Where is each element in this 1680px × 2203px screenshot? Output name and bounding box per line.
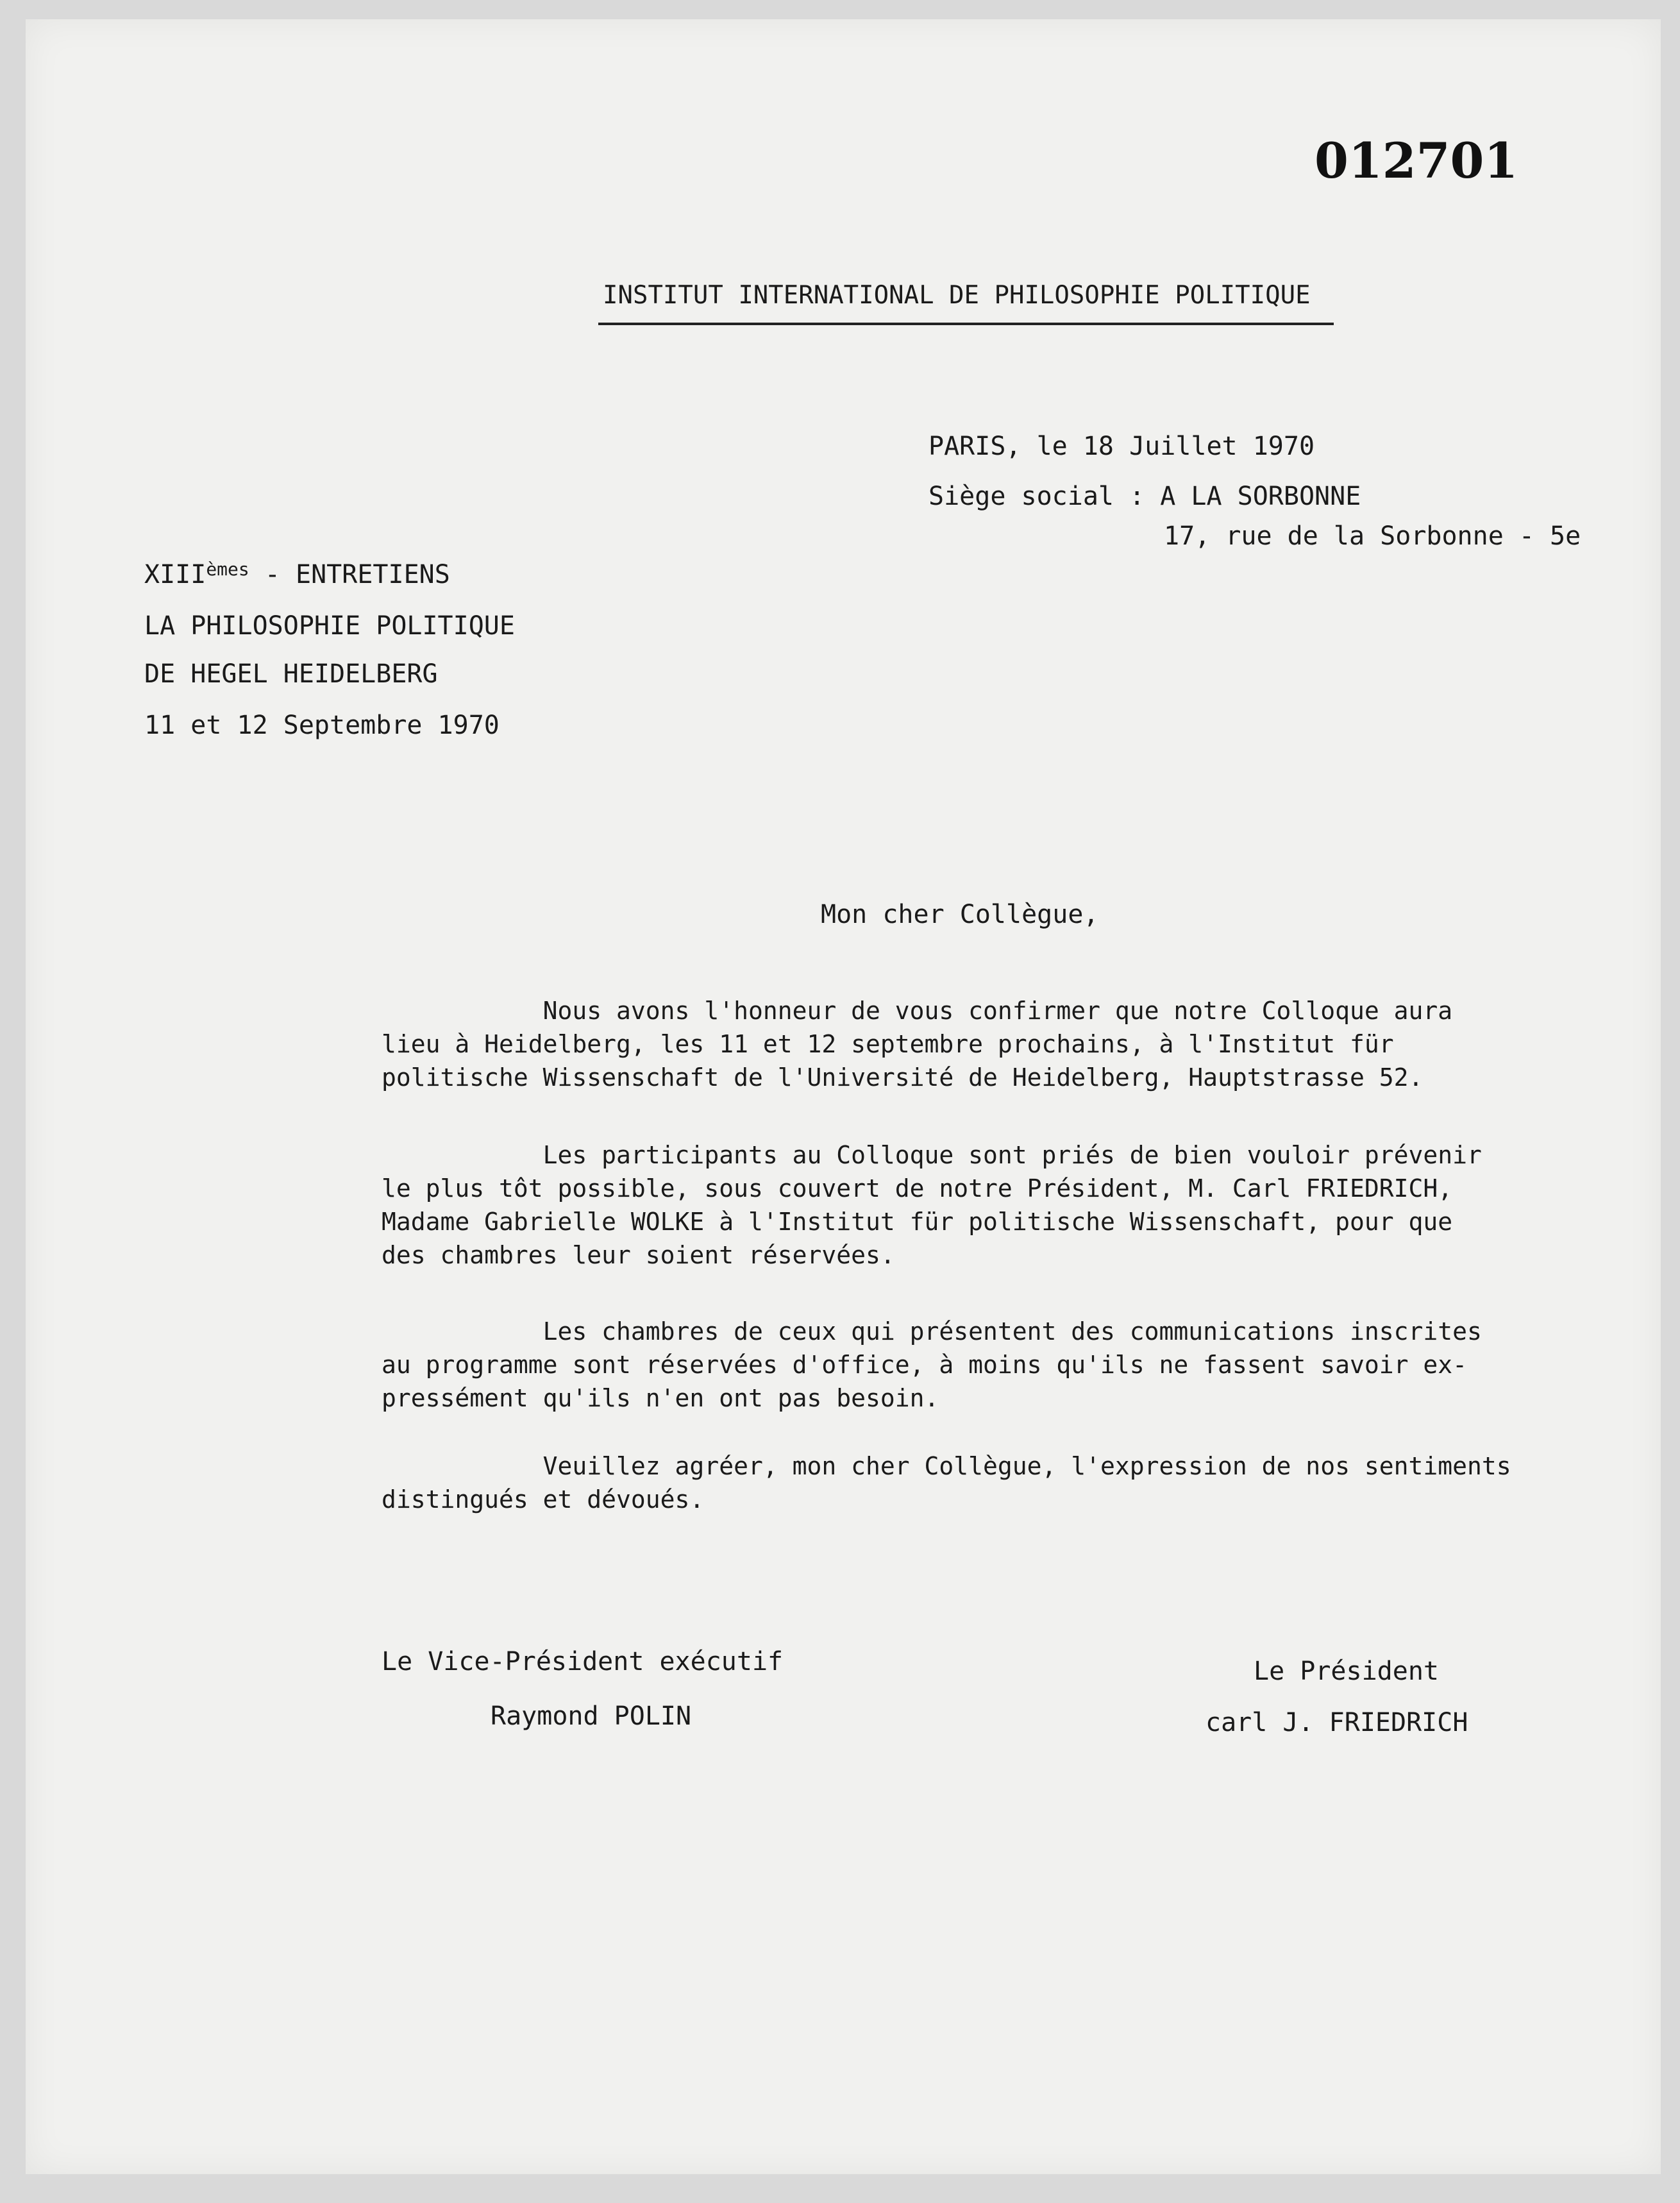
president-title: Le Président bbox=[1254, 1657, 1439, 1686]
heading-underline bbox=[598, 323, 1334, 325]
event-superscript: èmes bbox=[206, 559, 249, 580]
paragraph-line: le plus tôt possible, sous couvert de notre Président, M. Carl FRIEDRICH, bbox=[382, 1174, 1453, 1203]
event-line-3: DE HEGEL HEIDELBERG bbox=[144, 659, 438, 689]
paragraph-line: lieu à Heidelberg, les 11 et 12 septembre prochains, à l'Institut für bbox=[382, 1030, 1394, 1058]
paragraph-line: Les chambres de ceux qui présentent des communications inscrites bbox=[382, 1317, 1482, 1346]
president-name: carl J. FRIEDRICH bbox=[1205, 1708, 1468, 1737]
event-dash: - bbox=[249, 560, 296, 589]
paragraph-line: Nous avons l'honneur de vous confirmer que notre Colloque aura bbox=[382, 997, 1453, 1025]
paragraph-3 bbox=[382, 1315, 1482, 1415]
paragraph-line: Veuillez agréer, mon cher Collègue, l'expression de nos sentiments bbox=[382, 1452, 1511, 1480]
paragraph-line: au programme sont réservées d'office, à moins qu'ils ne fassent savoir ex- bbox=[382, 1351, 1467, 1379]
paragraph-line: des chambres leur soient réservées. bbox=[382, 1241, 895, 1269]
paragraph-line: pressément qu'ils n'en ont pas besoin. bbox=[382, 1384, 939, 1412]
letter-sheet bbox=[26, 19, 1661, 2174]
event-line-1 bbox=[144, 558, 450, 591]
salutation: Mon cher Collègue, bbox=[821, 900, 1099, 929]
paragraph-line: Madame Gabrielle WOLKE à l'Institut für politische Wissenschaft, pour que bbox=[382, 1208, 1453, 1236]
vice-president-name: Raymond POLIN bbox=[491, 1701, 692, 1731]
place-date: PARIS, le 18 Juillet 1970 bbox=[928, 432, 1315, 461]
address-line-1: Siège social : A LA SORBONNE bbox=[928, 482, 1361, 511]
paragraph-4 bbox=[382, 1449, 1511, 1516]
event-numeral: XIII bbox=[144, 560, 206, 589]
paragraph-line: Les participants au Colloque sont priés de bien vouloir prévenir bbox=[382, 1141, 1482, 1169]
institute-heading: INSTITUT INTERNATIONAL DE PHILOSOPHIE POLITIQUE bbox=[603, 281, 1311, 310]
paragraph-line: politische Wissenschaft de l'Université de Heidelberg, Hauptstrasse 52. bbox=[382, 1063, 1424, 1092]
paragraph-2 bbox=[382, 1138, 1482, 1272]
vice-president-title: Le Vice-Président exécutif bbox=[382, 1647, 784, 1676]
paragraph-1 bbox=[382, 994, 1452, 1094]
event-line-4: 11 et 12 Septembre 1970 bbox=[144, 711, 500, 740]
event-line-2: LA PHILOSOPHIE POLITIQUE bbox=[144, 611, 515, 641]
document-number: 012701 bbox=[1315, 132, 1518, 189]
event-entretiens: ENTRETIENS bbox=[296, 560, 450, 589]
address-line-2: 17, rue de la Sorbonne - 5e bbox=[1164, 521, 1581, 551]
paragraph-line: distingués et dévoués. bbox=[382, 1485, 705, 1514]
